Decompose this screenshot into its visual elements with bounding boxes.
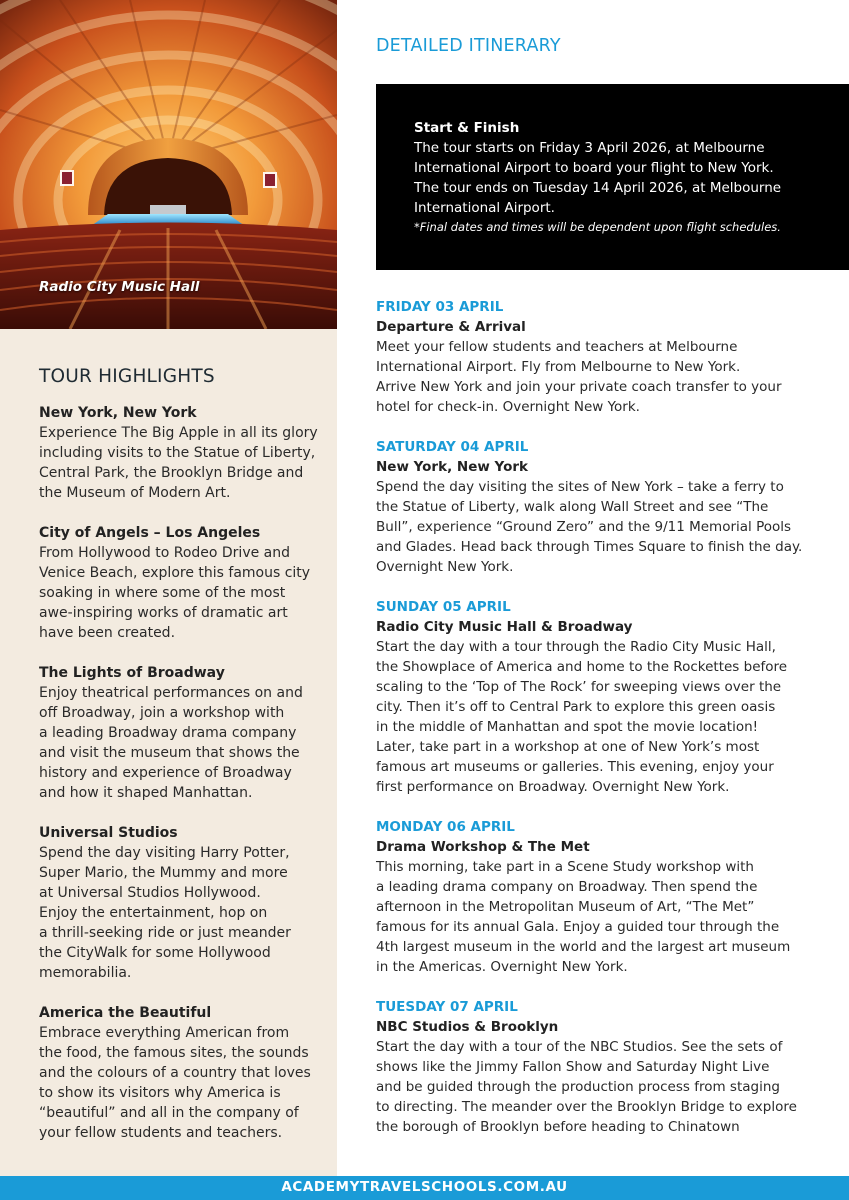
day-text: Spend the day visiting the sites of New York – take a ferry to the Statue of Liberty, walk along Wall Street and see “The Bull”, experience “Ground Zero” and the 9/11 Memorial Pools and Glades. Head back through Times Square to finish the day. Overnight New York. <box>376 479 803 575</box>
day-date: SUNDAY 05 APRIL <box>376 599 511 615</box>
left-column <box>0 0 337 1176</box>
highlight-title: City of Angels – Los Angeles <box>39 525 261 541</box>
day-title: New York, New York <box>376 459 528 475</box>
highlight-text: Spend the day visiting Harry Potter, Super Mario, the Mummy and more at Universal Studios Hollywood. Enjoy the entertainment, hop on a thrill-seeking ride or just meander the CityWalk for some Hollywood memorabilia. <box>39 845 291 981</box>
day-text: Meet your fellow students and teachers at Melbourne International Airport. Fly from Melbourne to New York. Arrive New York and join your private coach transfer to your hotel for check-in. Overnight New York. <box>376 339 782 415</box>
itinerary-day <box>376 297 836 417</box>
day-date: SATURDAY 04 APRIL <box>376 439 529 455</box>
start-finish-box <box>376 84 849 270</box>
highlights-list <box>39 403 324 1163</box>
highlight-item <box>39 1003 324 1143</box>
day-date: FRIDAY 03 APRIL <box>376 299 504 315</box>
highlight-item <box>39 823 324 983</box>
highlight-text: Enjoy theatrical performances on and off Broadway, join a workshop with a leading Broadway drama company and visit the museum that shows the history and experience of Broadway and how it shaped Manhattan. <box>39 685 303 801</box>
itinerary-days <box>376 297 836 1157</box>
website-link[interactable]: ACADEMYTRAVELSCHOOLS.COM.AU <box>281 1179 568 1195</box>
photo-caption: Radio City Music Hall <box>39 279 200 295</box>
day-date: TUESDAY 07 APRIL <box>376 999 518 1015</box>
highlight-title: The Lights of Broadway <box>39 665 225 681</box>
flight-schedule-note: *Final dates and times will be dependent upon flight schedules. <box>414 220 781 234</box>
day-date: MONDAY 06 APRIL <box>376 819 515 835</box>
highlight-item <box>39 403 324 503</box>
tour-highlights-heading: TOUR HIGHLIGHTS <box>39 366 215 387</box>
day-text: This morning, take part in a Scene Study workshop with a leading drama company on Broadway. Then spend the afternoon in the Metropolitan Museum of Art, “The Met” famous for its annual Gala. Enjoy a guided tour through the 4th largest museum in the world and the largest art museum in the Americas. Overnight New York. <box>376 859 791 975</box>
detailed-itinerary-heading: DETAILED ITINERARY <box>376 36 561 56</box>
highlight-title: New York, New York <box>39 405 197 421</box>
footer-bar <box>0 1176 849 1200</box>
itinerary-day <box>376 997 836 1137</box>
itinerary-day <box>376 817 836 977</box>
highlight-item <box>39 523 324 643</box>
itinerary-day <box>376 437 836 577</box>
radio-city-photo <box>0 0 337 329</box>
highlight-item <box>39 663 324 803</box>
day-title: Radio City Music Hall & Broadway <box>376 619 633 635</box>
start-finish-text: The tour starts on Friday 3 April 2026, at Melbourne International Airport to board your flight to New York. The tour ends on Tuesday 14 April 2026, at Melbourne International Airport. <box>414 140 782 216</box>
day-title: NBC Studios & Brooklyn <box>376 1019 559 1035</box>
itinerary-day <box>376 597 836 797</box>
highlight-text: From Hollywood to Rodeo Drive and Venice Beach, explore this famous city soaking in where some of the most awe-inspiring works of dramatic art have been created. <box>39 545 311 641</box>
day-title: Departure & Arrival <box>376 319 526 335</box>
highlight-text: Experience The Big Apple in all its glory including visits to the Statue of Liberty, Central Park, the Brooklyn Bridge and the Museum of Modern Art. <box>39 425 318 501</box>
highlight-text: Embrace everything American from the food, the famous sites, the sounds and the colours of a country that loves to show its visitors why America is “beautiful” and all in the company of your fellow students and teachers. <box>39 1025 311 1141</box>
day-text: Start the day with a tour of the NBC Studios. See the sets of shows like the Jimmy Fallon Show and Saturday Night Live and be guided through the production process from staging to directing. The meander over the Brooklyn Bridge to explore the borough of Brooklyn before heading to Chinatown <box>376 1039 797 1135</box>
start-finish-title: Start & Finish <box>414 120 520 136</box>
day-title: Drama Workshop & The Met <box>376 839 590 855</box>
highlight-title: Universal Studios <box>39 825 178 841</box>
day-text: Start the day with a tour through the Radio City Music Hall, the Showplace of America and home to the Rockettes before scaling to the ‘Top of The Rock’ for sweeping views over the city. Then it’s off to Central Park to explore this green oasis in the middle of Manhattan and spot the movie location! Later, take part in a workshop at one of New York’s most famous art museums or galleries. This evening, enjoy your first performance on Broadway. Overnight New York. <box>376 639 788 795</box>
highlight-title: America the Beautiful <box>39 1005 212 1021</box>
